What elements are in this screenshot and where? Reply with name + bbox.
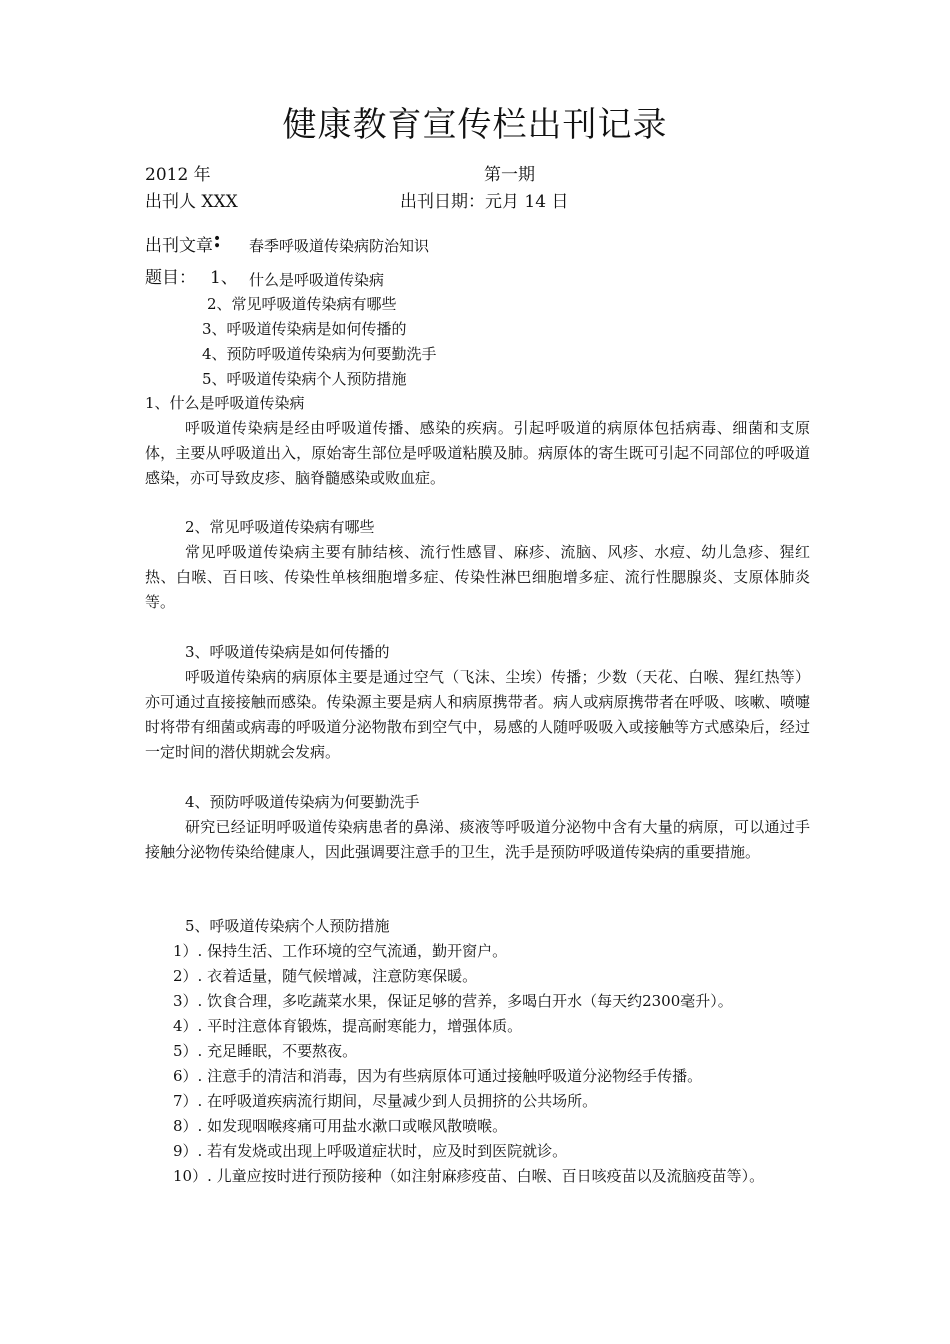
article-label	[145, 227, 222, 258]
list-item: 1）. 保持生活、工作环境的空气流通，勤开窗户。	[173, 942, 508, 960]
section-paragraph: 常见呼吸道传染病主要有肺结核、流行性感冒、麻疹、流脑、风疹、水痘、幼儿急疹、猩红热、白喉、百日咳、传染性单核细胞增多症、传染性淋巴细胞增多症、流行性腮腺炎、支原体肺炎等。	[145, 543, 810, 611]
section-paragraph: 呼吸道传染病是经由呼吸道传播、感染的疾病。引起呼吸道的病原体包括病毒、细菌和支原体，主要从呼吸道出入，原始寄生部位是呼吸道粘膜及肺。病原体的寄生既可引起不同部位的呼吸道感染，亦可导致皮疹、脑脊髓感染或败血症。	[145, 419, 810, 487]
section-paragraph: 研究已经证明呼吸道传染病患者的鼻涕、痰液等呼吸道分泌物中含有大量的病原，可以通过手接触分泌物传染给健康人，因此强调要注意手的卫生，洗手是预防呼吸道传染病的重要措施。	[145, 818, 810, 861]
article-label-text: 出刊文章	[145, 236, 213, 256]
section-5	[145, 914, 810, 939]
list-item: 5）. 充足睡眠，不要熬夜。	[173, 1042, 358, 1060]
section-heading: 5、呼吸道传染病个人预防措施	[185, 917, 390, 935]
topics-label: 题目：	[145, 268, 196, 288]
measures-list	[173, 939, 764, 1189]
section-heading: 3、呼吸道传染病是如何传播的	[185, 643, 390, 661]
section-heading: 2、常见呼吸道传染病有哪些	[185, 518, 375, 536]
publish-date: 出刊日期：元月 14 日	[400, 192, 569, 212]
section-heading: 4、预防呼吸道传染病为何要勤洗手	[185, 793, 420, 811]
topic-1-text: 什么是呼吸道传染病	[249, 271, 385, 289]
article-title: 春季呼吸道传染病防治知识	[249, 237, 430, 255]
issue-number: 第一期	[484, 165, 535, 185]
page-title: 健康教育宣传栏出刊记录	[282, 105, 668, 145]
list-item: 6）. 注意手的清洁和消毒，因为有些病原体可通过接触呼吸道分泌物经手传播。	[173, 1067, 703, 1085]
list-item: 2）. 衣着适量，随气候增减，注意防寒保暖。	[173, 967, 478, 985]
section-4	[145, 790, 810, 865]
topic-1-number: 1、	[210, 268, 238, 288]
list-item: 9）. 若有发烧或出现上呼吸道症状时，应及时到医院就诊。	[173, 1142, 568, 1160]
article-label-colon: :	[213, 227, 222, 253]
year-text: 2012 年	[145, 165, 211, 185]
topic-item: 3、呼吸道传染病是如何传播的	[202, 320, 407, 338]
section-3	[145, 640, 810, 765]
list-item: 7）. 在呼吸道疾病流行期间，尽量减少到人员拥挤的公共场所。	[173, 1092, 598, 1110]
section-paragraph: 呼吸道传染病的病原体主要是通过空气（飞沫、尘埃）传播；少数（天花、白喉、猩红热等）亦可通过直接接触而感染。传染源主要是病人和病原携带者。病人或病原携带者在呼吸、咳嗽、喷嚏时将带有细菌或病毒的呼吸道分泌物散布到空气中，易感的人随呼吸吸入或接触等方式感染后，经过一定时间的潜伏期就会发病。	[145, 668, 810, 761]
topic-item: 4、预防呼吸道传染病为何要勤洗手	[202, 345, 437, 363]
list-item: 10）. 儿童应按时进行预防接种（如注射麻疹疫苗、白喉、百日咳疫苗以及流脑疫苗等）。	[173, 1167, 765, 1185]
list-item: 3）. 饮食合理，多吃蔬菜水果，保证足够的营养，多喝白开水（每天约2300毫升）。	[173, 992, 733, 1010]
list-item: 4）. 平时注意体育锻炼，提高耐寒能力，增强体质。	[173, 1017, 523, 1035]
topic-item: 5、呼吸道传染病个人预防措施	[202, 370, 407, 388]
publisher-text: 出刊人 XXX	[145, 192, 238, 212]
section-2	[145, 515, 810, 615]
list-item: 8）. 如发现咽喉疼痛可用盐水漱口或喉风散喷喉。	[173, 1117, 508, 1135]
topic-item: 2、常见呼吸道传染病有哪些	[207, 295, 397, 313]
section-heading: 1、什么是呼吸道传染病	[145, 394, 305, 412]
section-1	[145, 391, 810, 491]
